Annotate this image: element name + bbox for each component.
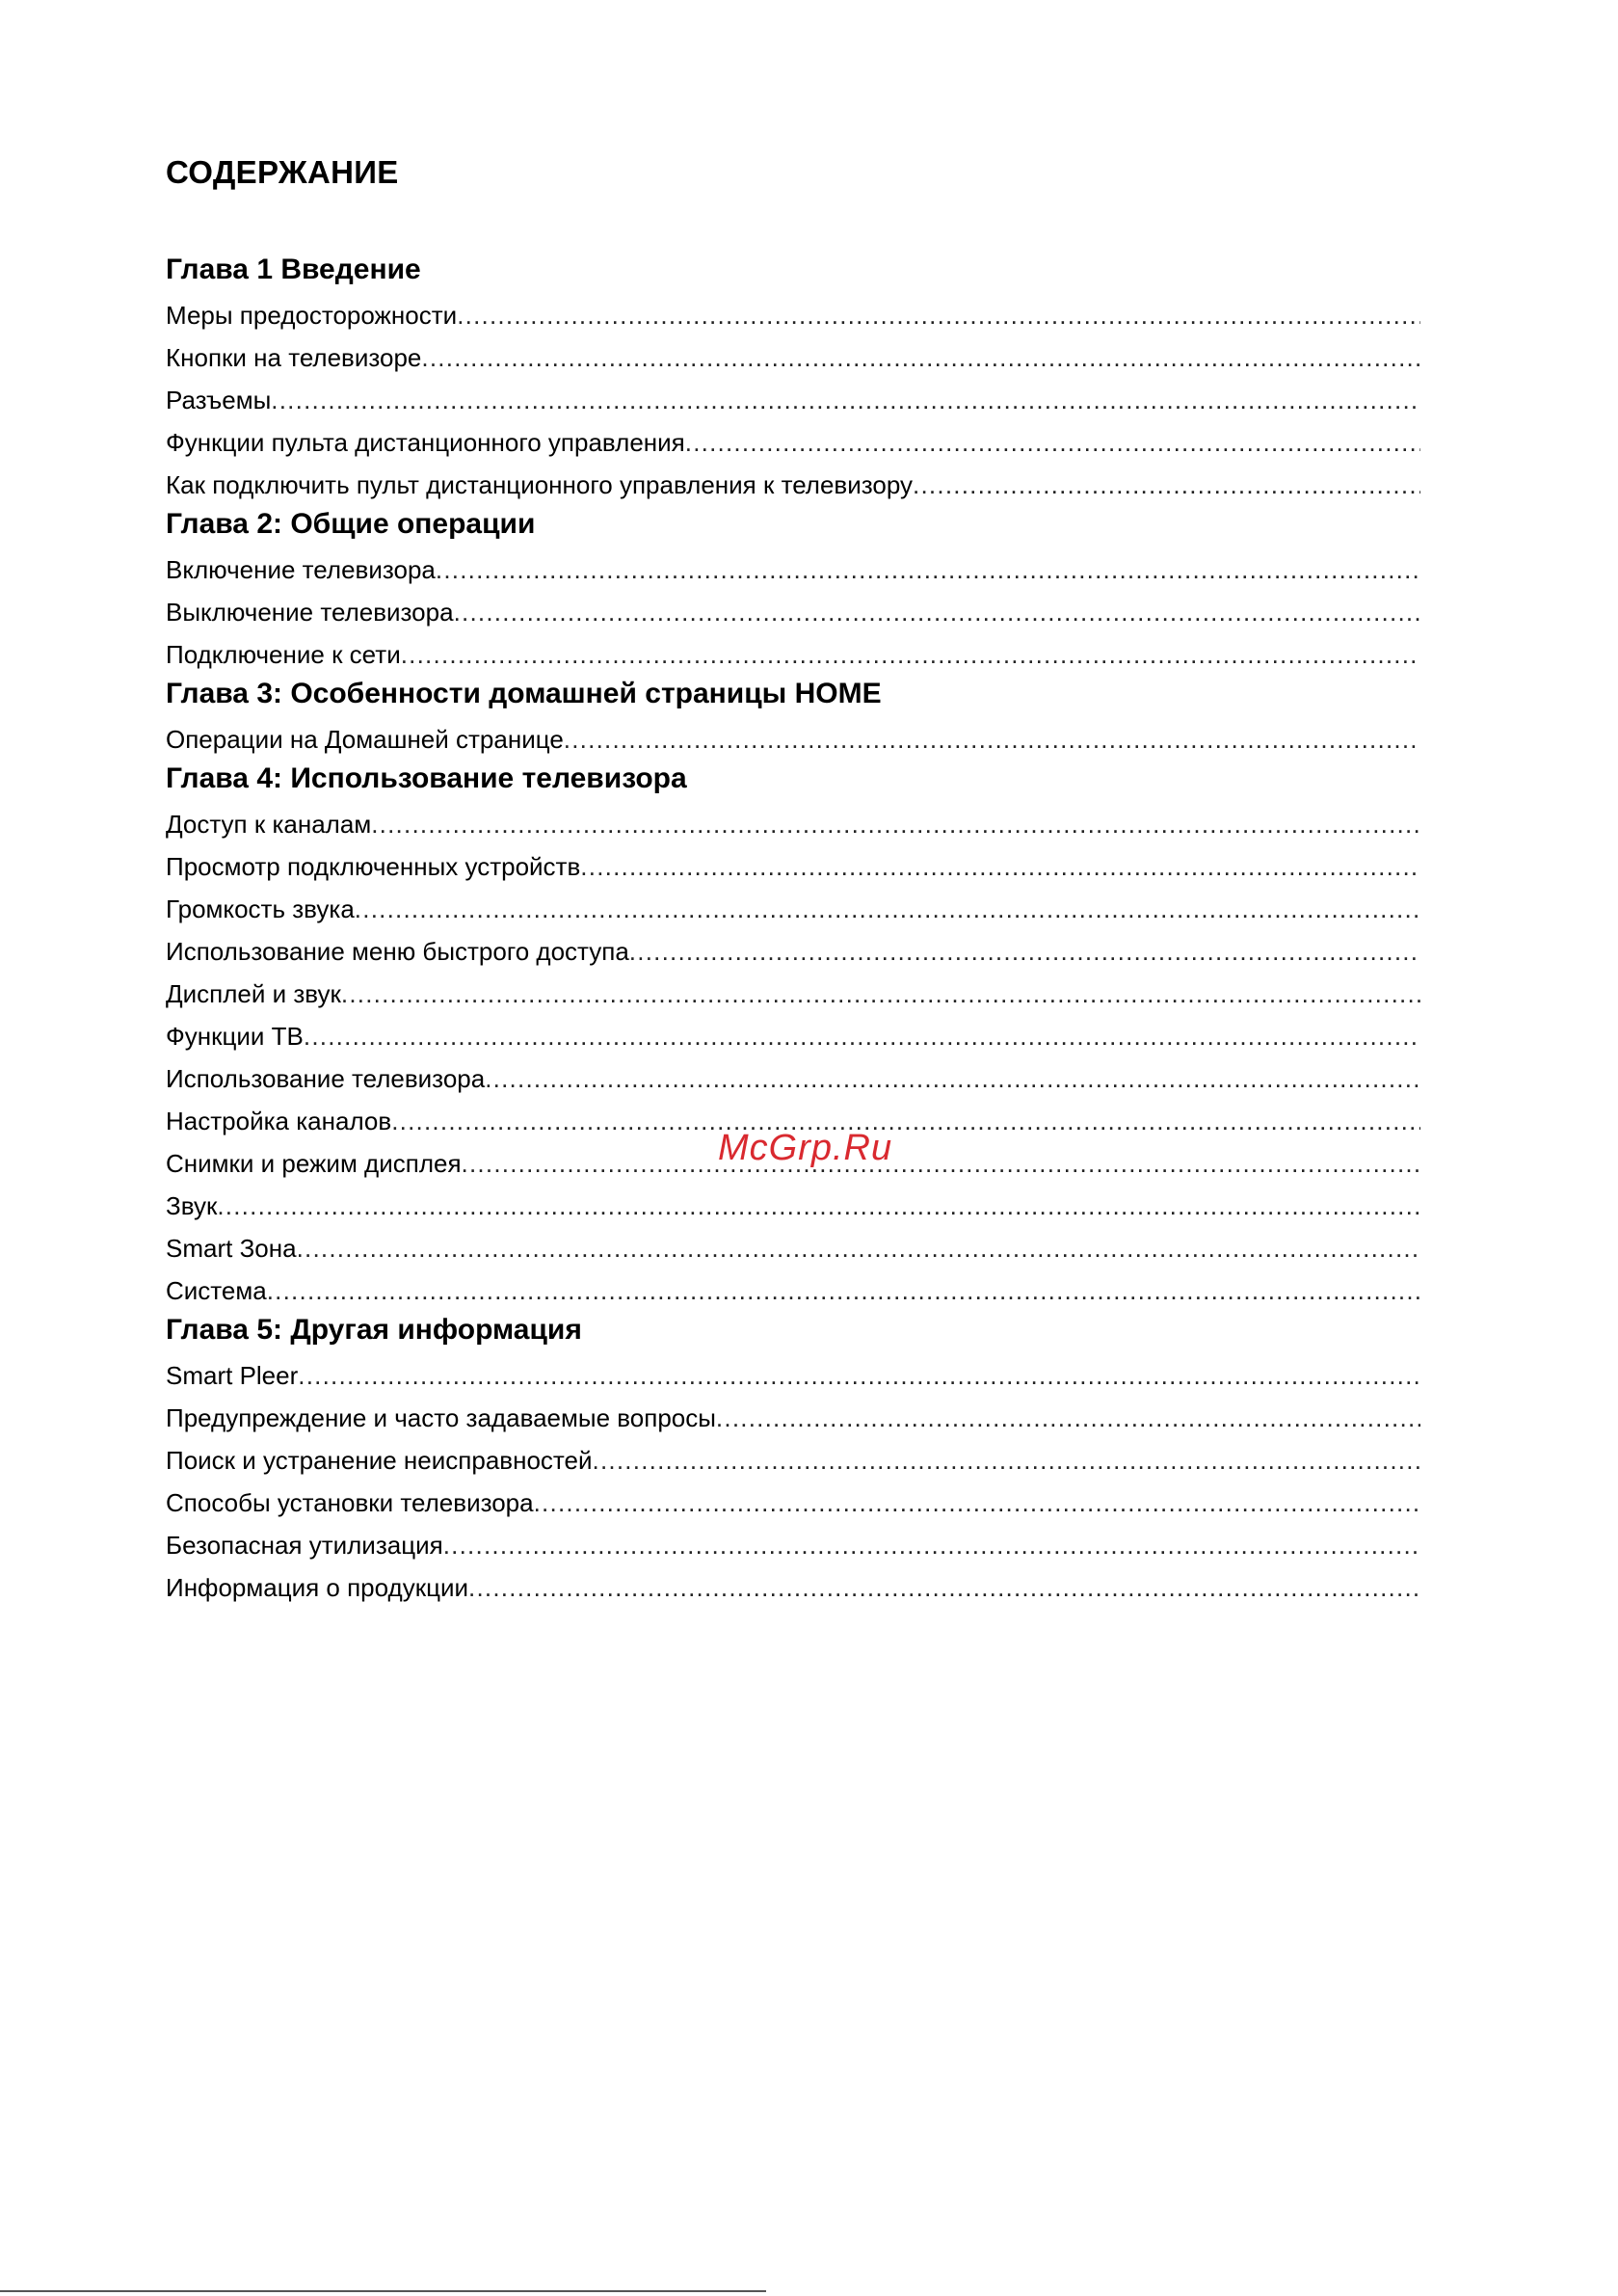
toc-entry[interactable] bbox=[166, 1012, 1420, 1055]
dot-leader bbox=[534, 1484, 1420, 1521]
toc-entry-label: Информация о продукции bbox=[166, 1573, 469, 1602]
dot-leader bbox=[371, 806, 1420, 842]
dot-leader bbox=[454, 594, 1420, 630]
toc-entry-label: Дисплей и звук bbox=[166, 979, 341, 1008]
dot-leader bbox=[271, 382, 1420, 418]
toc-entry-label: Функции пульта дистанционного управления bbox=[166, 428, 685, 457]
toc-entry-label: Использование меню быстрого доступа bbox=[166, 937, 629, 966]
dot-leader bbox=[580, 848, 1420, 885]
chapter-heading: Глава 1 Введение bbox=[166, 254, 421, 285]
toc-entry[interactable] bbox=[166, 1351, 1420, 1394]
toc-entry[interactable] bbox=[166, 842, 1420, 885]
table-of-contents bbox=[166, 249, 1420, 1606]
toc-entry[interactable] bbox=[166, 461, 1420, 503]
toc-entry-label: Просмотр подключенных устройств bbox=[166, 852, 581, 881]
toc-entry[interactable] bbox=[166, 1182, 1420, 1224]
toc-entry-label: Поиск и устранение неисправностей bbox=[166, 1446, 593, 1475]
toc-entry-label: Разъемы bbox=[166, 386, 272, 414]
chapter-heading: Глава 3: Особенности домашней страницы HOME bbox=[166, 678, 882, 709]
toc-entry[interactable] bbox=[166, 376, 1420, 418]
dot-leader bbox=[593, 1442, 1420, 1479]
toc-entry[interactable] bbox=[166, 1436, 1420, 1479]
toc-entry[interactable] bbox=[166, 715, 1420, 758]
toc-entry[interactable] bbox=[166, 1394, 1420, 1436]
toc-entry-label: Подключение к сети bbox=[166, 640, 401, 669]
toc-entry-label: Способы установки телевизора bbox=[166, 1488, 534, 1517]
dot-leader bbox=[436, 551, 1420, 588]
footer-divider bbox=[0, 2290, 766, 2292]
dot-leader bbox=[564, 721, 1420, 758]
dot-leader bbox=[462, 1145, 1420, 1182]
toc-entry-label: Предупреждение и часто задаваемые вопросы bbox=[166, 1403, 716, 1432]
dot-leader bbox=[304, 1018, 1420, 1055]
toc-entry-label: Включение телевизора bbox=[166, 555, 436, 584]
toc-entry-label: Выключение телевизора bbox=[166, 598, 454, 627]
toc-entry-label: Снимки и режим дисплея bbox=[166, 1149, 462, 1178]
toc-entry[interactable] bbox=[166, 588, 1420, 630]
dot-leader bbox=[457, 297, 1420, 334]
toc-entry[interactable] bbox=[166, 1224, 1420, 1267]
dot-leader bbox=[217, 1188, 1420, 1224]
toc-entry-label: Smart Pleer bbox=[166, 1361, 299, 1390]
dot-leader bbox=[267, 1272, 1420, 1309]
toc-entry-label: Доступ к каналам bbox=[166, 810, 372, 839]
toc-entry[interactable] bbox=[166, 546, 1420, 588]
dot-leader bbox=[913, 467, 1420, 503]
toc-entry[interactable] bbox=[166, 1267, 1420, 1309]
toc-entry[interactable] bbox=[166, 885, 1420, 927]
toc-entry-label: Система bbox=[166, 1276, 267, 1305]
toc-entry-label: Настройка каналов bbox=[166, 1107, 392, 1135]
dot-leader bbox=[468, 1569, 1420, 1606]
dot-leader bbox=[629, 933, 1420, 970]
chapter-heading: Глава 4: Использование телевизора bbox=[166, 762, 687, 794]
toc-entry[interactable] bbox=[166, 1563, 1420, 1606]
toc-entry-label: Громкость звука bbox=[166, 894, 355, 923]
toc-entry[interactable] bbox=[166, 970, 1420, 1012]
toc-entry-label: Безопасная утилизация bbox=[166, 1531, 443, 1560]
chapter-heading: Глава 5: Другая информация bbox=[166, 1314, 582, 1346]
toc-entry-label: Меры предосторожности bbox=[166, 301, 458, 330]
toc-entry[interactable] bbox=[166, 800, 1420, 842]
dot-leader bbox=[298, 1357, 1420, 1394]
toc-entry-label: Кнопки на телевизоре bbox=[166, 343, 422, 372]
toc-entry[interactable] bbox=[166, 1479, 1420, 1521]
toc-entry[interactable] bbox=[166, 1521, 1420, 1563]
dot-leader bbox=[716, 1400, 1420, 1436]
toc-entry[interactable] bbox=[166, 927, 1420, 970]
toc-entry[interactable] bbox=[166, 334, 1420, 376]
dot-leader bbox=[341, 975, 1420, 1012]
dot-leader bbox=[421, 339, 1420, 376]
toc-entry[interactable] bbox=[166, 1055, 1420, 1097]
dot-leader bbox=[297, 1230, 1420, 1267]
chapter-heading: Глава 2: Общие операции bbox=[166, 508, 536, 540]
toc-entry-label: Как подключить пульт дистанционного управления к телевизору bbox=[166, 470, 914, 499]
toc-entry-label: Smart Зона bbox=[166, 1234, 297, 1263]
toc-entry[interactable] bbox=[166, 291, 1420, 334]
dot-leader bbox=[485, 1060, 1420, 1097]
toc-entry-label: Функции ТВ bbox=[166, 1022, 304, 1051]
toc-entry[interactable] bbox=[166, 630, 1420, 673]
toc-entry-label: Использование телевизора bbox=[166, 1064, 486, 1093]
toc-entry-label: Операции на Домашней странице bbox=[166, 725, 564, 754]
dot-leader bbox=[401, 636, 1420, 673]
watermark: McGrp.Ru bbox=[718, 1128, 893, 1168]
toc-entry-label: Звук bbox=[166, 1191, 218, 1220]
dot-leader bbox=[391, 1103, 1420, 1139]
dot-leader bbox=[685, 424, 1420, 461]
page-title: СОДЕРЖАНИЕ bbox=[166, 154, 399, 190]
dot-leader bbox=[443, 1527, 1420, 1563]
dot-leader bbox=[355, 891, 1420, 927]
toc-entry[interactable] bbox=[166, 418, 1420, 461]
